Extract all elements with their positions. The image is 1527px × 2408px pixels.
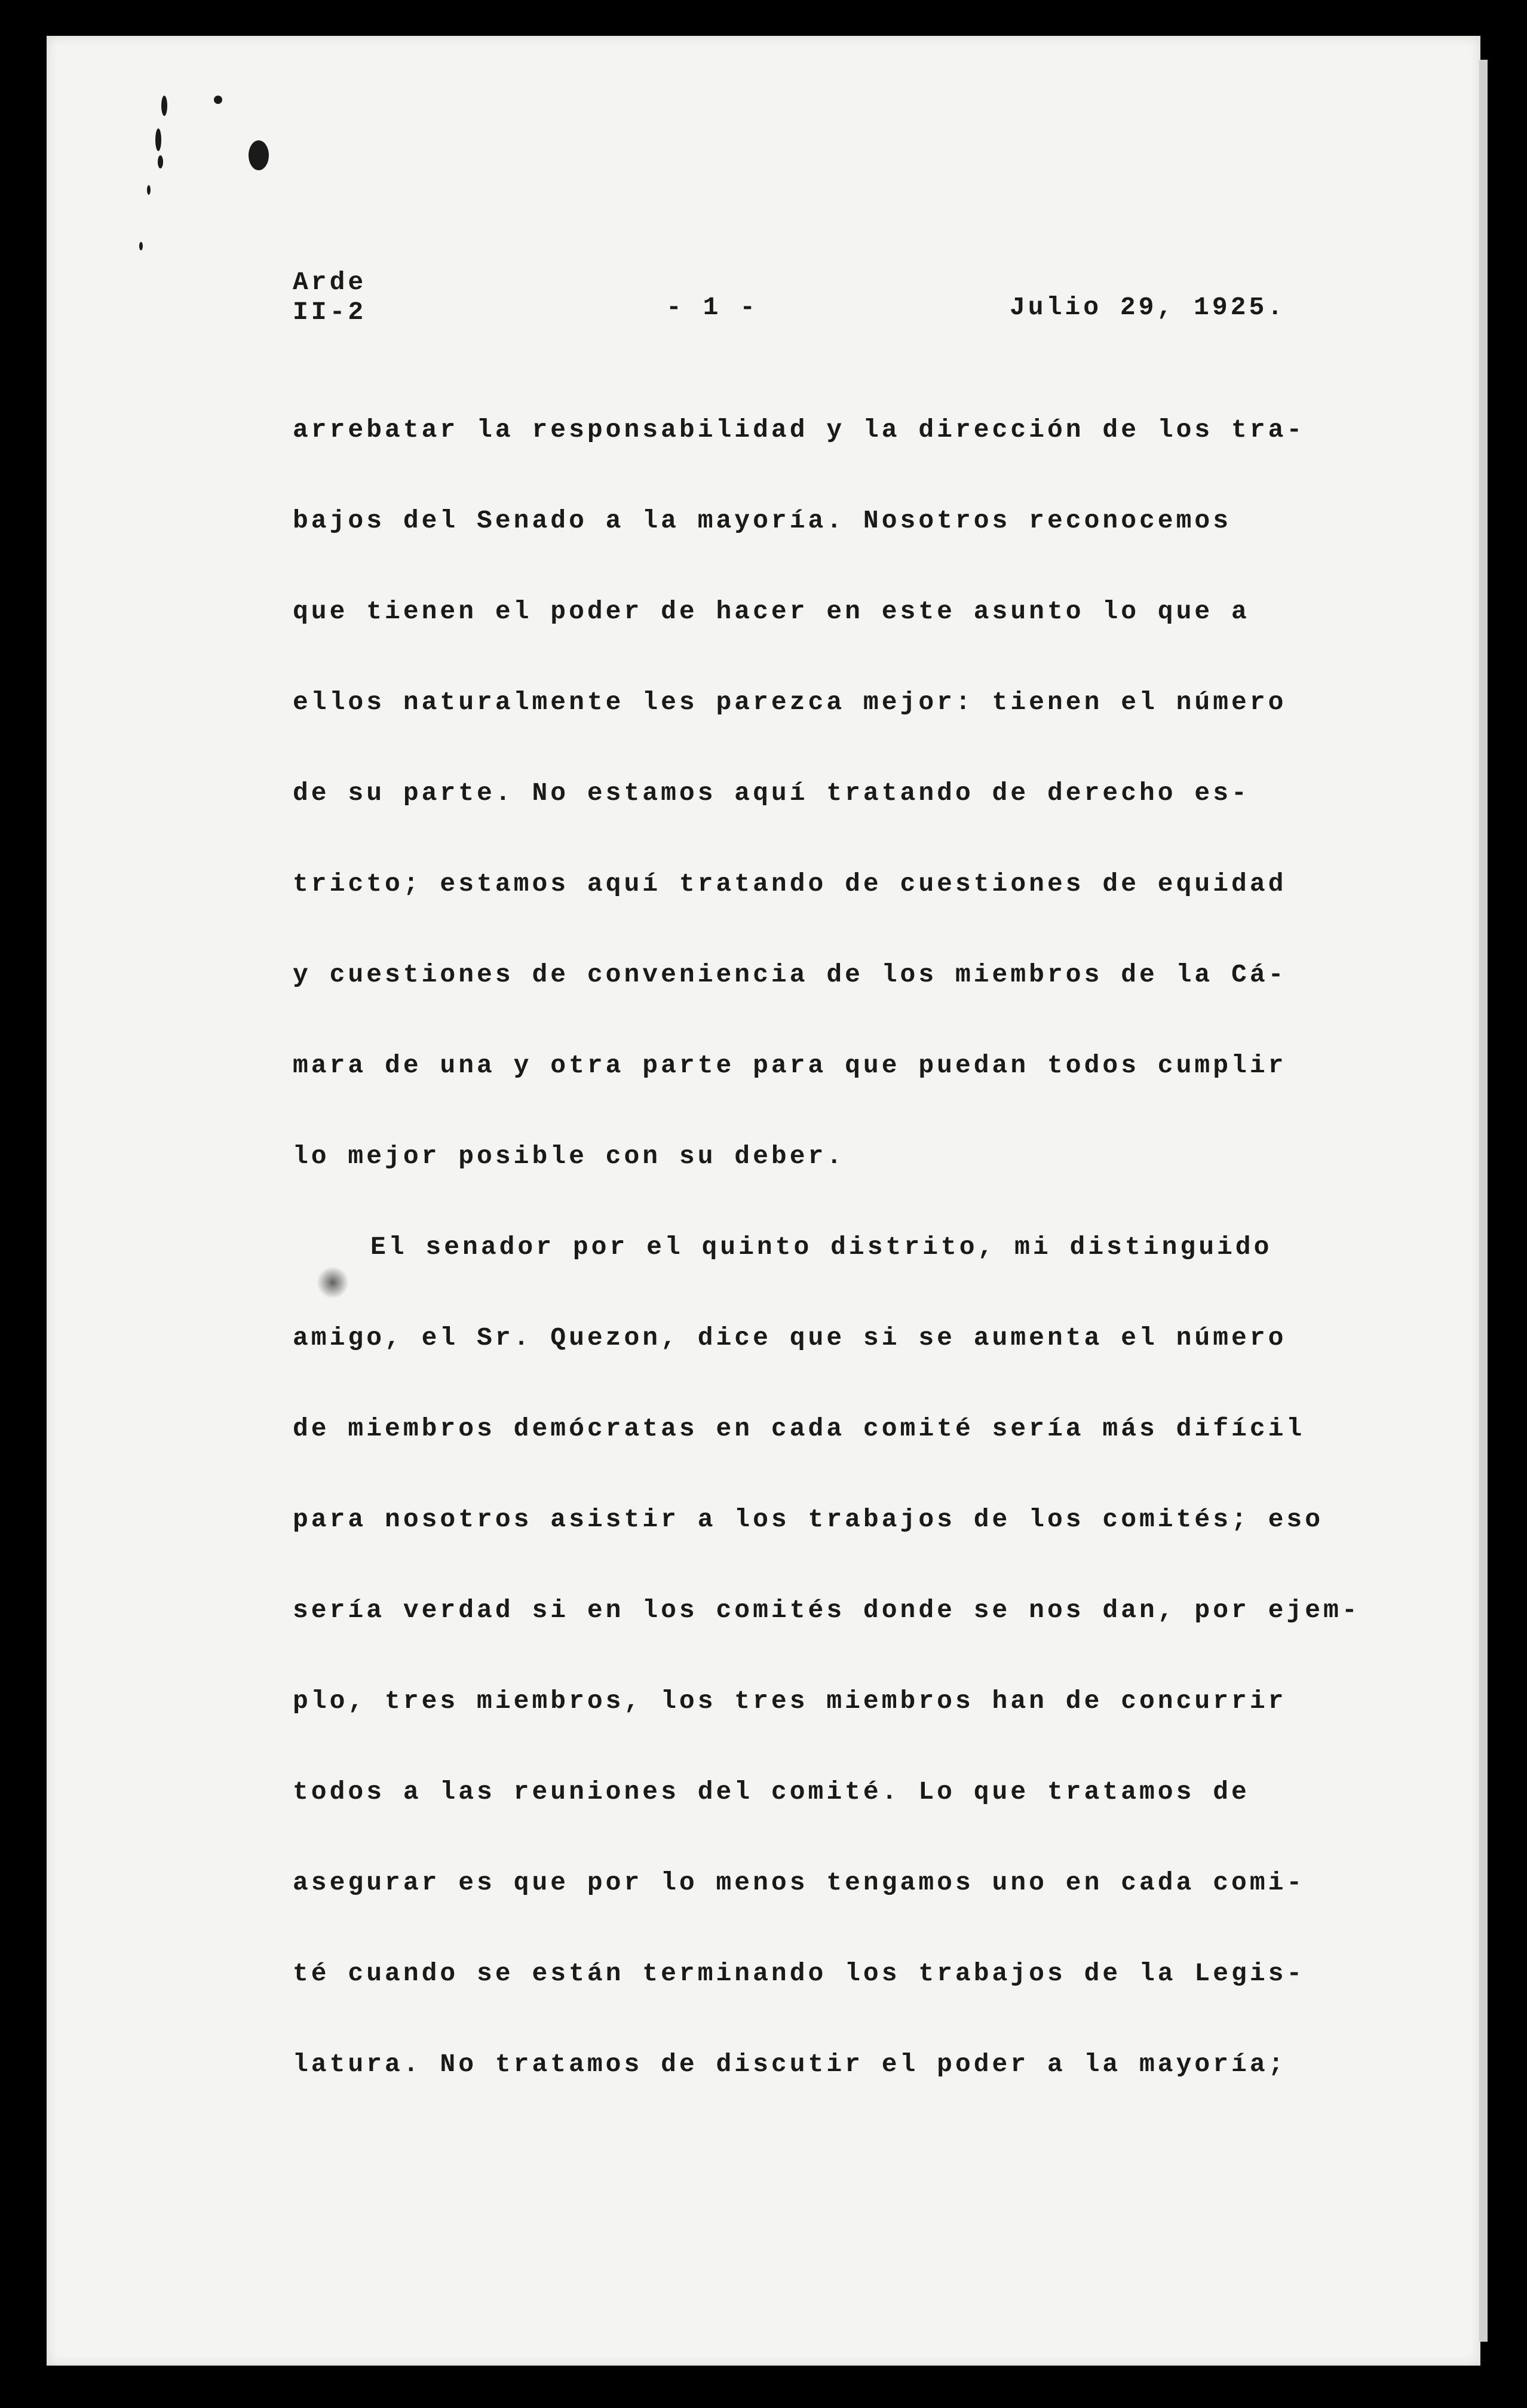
ink-mark [214, 96, 222, 104]
text-line-paragraph-start: El senador por el quinto distrito, mi distinguido [370, 1232, 1272, 1262]
text-line: de su parte. No estamos aquí tratando de derecho es- [293, 778, 1250, 808]
text-line: tricto; estamos aquí tratando de cuestiones de equidad [293, 869, 1287, 898]
ink-mark [158, 155, 163, 168]
page-number: - 1 - [666, 293, 759, 322]
ink-mark [249, 140, 269, 170]
ink-mark [147, 185, 151, 195]
text-line: ellos naturalmente les parezca mejor: tienen el número [293, 688, 1287, 717]
ink-mark [155, 128, 161, 151]
reference-line-1: Arde [293, 268, 367, 297]
text-line: latura. No tratamos de discutir el poder a la mayoría; [293, 2050, 1287, 2079]
document-date: Julio 29, 1925. [1010, 293, 1286, 322]
text-line: asegurar es que por lo menos tengamos uno en cada comi- [293, 1868, 1305, 1897]
document-reference [293, 268, 366, 327]
text-line: todos a las reuniones del comité. Lo que tratamos de [293, 1777, 1250, 1806]
text-line: amigo, el Sr. Quezon, dice que si se aumenta el número [293, 1323, 1287, 1352]
text-line: para nosotros asistir a los trabajos de los comités; eso [293, 1505, 1324, 1534]
text-line: té cuando se están terminando los trabajos de la Legis- [293, 1959, 1305, 1988]
ink-mark [161, 96, 167, 116]
text-line: plo, tres miembros, los tres miembros han de concurrir [293, 1686, 1287, 1716]
text-line: bajos del Senado a la mayoría. Nosotros reconocemos [293, 506, 1232, 535]
text-line: que tienen el poder de hacer en este asunto lo que a [293, 597, 1250, 626]
text-line: y cuestiones de conveniencia de los miembros de la Cá- [293, 960, 1287, 989]
ink-mark [139, 242, 143, 250]
text-line: sería verdad si en los comités donde se nos dan, por ejem- [293, 1596, 1360, 1625]
text-line: arrebatar la responsabilidad y la dirección de los tra- [293, 415, 1305, 444]
text-line: mara de una y otra parte para que puedan todos cumplir [293, 1051, 1287, 1080]
text-line: de miembros demócratas en cada comité sería más difícil [293, 1414, 1305, 1443]
text-line: lo mejor posible con su deber. [293, 1142, 845, 1171]
reference-line-2: II-2 [293, 297, 367, 327]
body-text [293, 412, 1360, 2137]
